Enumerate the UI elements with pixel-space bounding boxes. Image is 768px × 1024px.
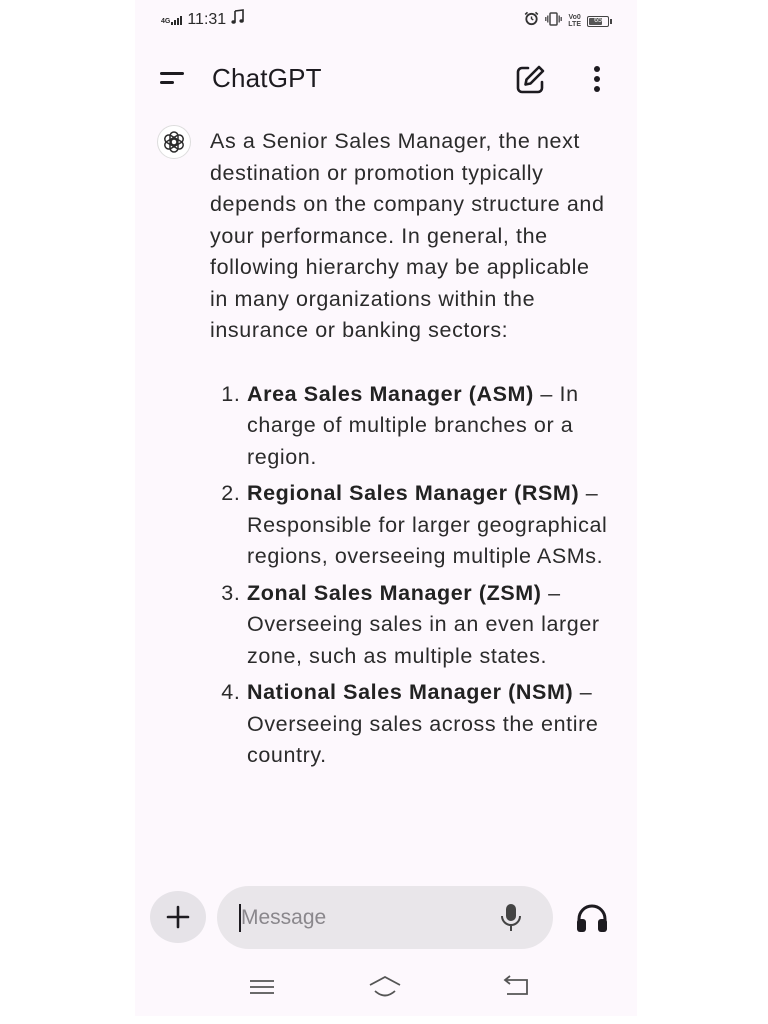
list-item	[247, 578, 610, 673]
menu-button[interactable]	[157, 66, 187, 92]
phone-screen	[135, 0, 637, 1016]
volte-icon: Vo0 LTE	[568, 14, 581, 28]
composer-bar	[135, 880, 637, 955]
signal-icon	[171, 15, 182, 25]
list-item	[247, 677, 610, 772]
item-desc: – Responsible for larger geographical regions, overseeing multiple ASMs.	[247, 481, 608, 568]
status-bar	[135, 0, 637, 38]
item-title: Zonal Sales Manager (ZSM)	[247, 580, 542, 605]
mic-icon	[499, 902, 523, 934]
recents-icon	[246, 973, 278, 1001]
hierarchy-list	[210, 379, 610, 772]
voice-input-button[interactable]	[499, 902, 523, 934]
item-desc: – In charge of multiple branches or a region.	[247, 381, 579, 469]
recents-button[interactable]	[246, 973, 278, 1001]
network-type: 4G	[161, 17, 171, 25]
message-field-container	[217, 886, 553, 949]
new-chat-button[interactable]	[513, 63, 547, 97]
plus-icon	[150, 891, 206, 943]
list-item	[247, 478, 610, 573]
more-options-button[interactable]	[585, 63, 609, 97]
item-desc: – Overseeing sales in an even larger zone, such as multiple states.	[247, 580, 600, 668]
edit-icon	[513, 63, 547, 97]
openai-logo-icon	[158, 126, 190, 158]
status-time: 11:31	[187, 10, 227, 28]
home-icon	[367, 973, 403, 1001]
list-item	[247, 379, 610, 474]
message-intro: As a Senior Sales Manager, the next destination or promotion typically depends on the company structure and your performance. In general, the following hierarchy may be applicable in many organizations within the insurance or banking sectors:	[210, 129, 605, 342]
message-input[interactable]	[239, 900, 493, 936]
assistant-message	[210, 126, 610, 777]
battery-icon	[587, 16, 609, 27]
back-button[interactable]	[501, 973, 533, 1001]
item-title: National Sales Manager (NSM)	[247, 680, 574, 704]
vibrate-icon	[545, 12, 562, 31]
voice-mode-button[interactable]	[575, 902, 609, 934]
page-title: ChatGPT	[212, 63, 322, 93]
back-icon	[501, 973, 533, 1001]
network-indicator	[161, 15, 182, 25]
assistant-avatar	[157, 125, 191, 159]
status-right	[524, 11, 609, 31]
item-title: Regional Sales Manager (RSM)	[247, 481, 580, 505]
alarm-icon	[524, 11, 539, 31]
music-note-icon	[231, 9, 245, 30]
text-cursor	[239, 904, 241, 932]
status-left	[161, 9, 245, 30]
item-title: Area Sales Manager (ASM)	[247, 381, 534, 406]
battery-level: 65	[594, 16, 602, 24]
system-nav-bar	[135, 965, 637, 1010]
item-desc: – Overseeing sales across the entire country.	[247, 680, 599, 767]
attach-button[interactable]	[150, 891, 206, 943]
more-vert-icon	[585, 63, 609, 97]
headset-icon	[575, 902, 609, 934]
top-app-bar	[135, 50, 637, 108]
home-button[interactable]	[367, 973, 403, 1001]
